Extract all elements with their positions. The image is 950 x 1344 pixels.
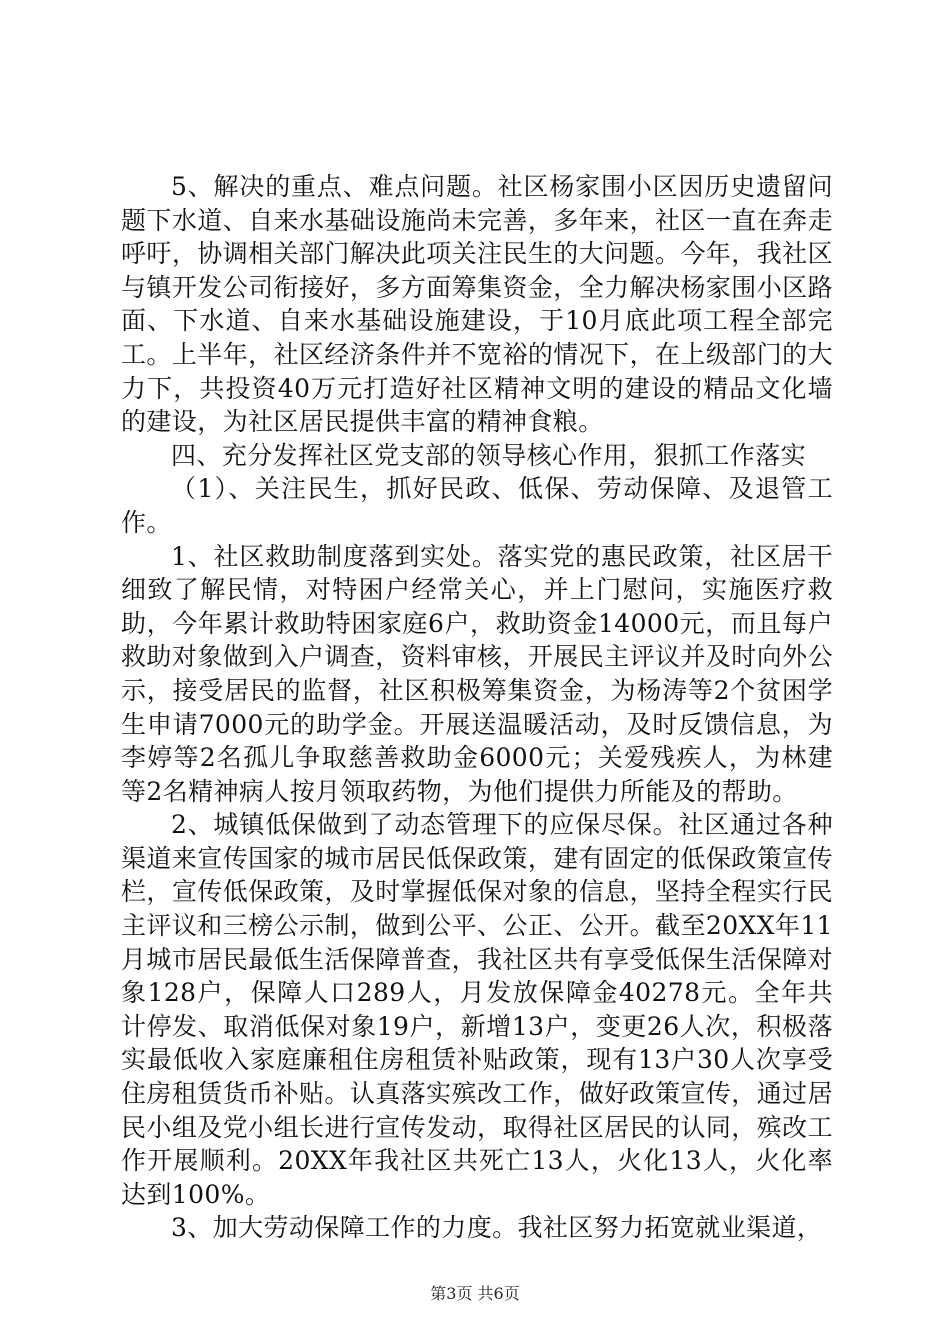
paragraph-relief-system: 1、社区救助制度落到实处。落实党的惠民政策，社区居干细致了解民情，对特困户经常关心，并上门慰问，实施医疗救助，今年累计救助特困家庭6户，救助资金14000元，而且每户救助对象做到入户调查，资料审核，开展民主评议并及时向外公示，接受居民的监督，社区积极筹集资金，为杨涛等2个贫困学生申请7000元的助学金。开展送温暖活动，及时反馈信息，为李婷等2名孤儿争取慈善救助金6000元；关爱残疾人，为林建等2名精神病人按月领取药物，为他们提供力所能及的帮助。 — [121, 541, 833, 806]
page-footer: 第3页 共6页 — [430, 1284, 520, 1303]
paragraph-key-issues: 5、解决的重点、难点问题。社区杨家围小区因历史遗留问题下水道、自来水基础设施尚未完善，多年来，社区一直在奔走呼吁，协调相关部门解决此项关注民生的大问题。今年，我社区与镇开发公司衔接好，多方面筹集资金，全力解决杨家围小区路面、下水道、自来水基础设施建设，于10月底此项工程全部完工。上半年，社区经济条件并不宽裕的情况下，在上级部门的大力下，共投资40万元打造好社区精神文明的建设的精品文化墙的建设，为社区居民提供丰富的精神食粮。 — [121, 172, 833, 437]
section-heading-party-branch: 四、充分发挥社区党支部的领导核心作用，狠抓工作落实 — [171, 440, 807, 470]
paragraph-minimum-security: 2、城镇低保做到了动态管理下的应保尽保。社区通过各种渠道来宣传国家的城市居民低保政策，建有固定的低保政策宣传栏，宣传低保政策，及时掌握低保对象的信息，坚持全程实行民主评议和三榜公示制，做到公平、公正、公开。截至20XX年11月城市居民最低生活保障普查，我社区共有享受低保生活保障对象128户，保障人口289人，月发放保障金40278元。全年共计停发、取消低保对象19户，新增13户，变更26人次，积极落实最低收入家庭廉租住房租赁补贴政策，现有13户30人次享受住房租赁货币补贴。认真落实殡改工作，做好政策宣传，通过居民小组及党小组长进行宣传发动，取得社区居民的认同，殡改工作开展顺利。20XX年我社区共死亡13人，火化13人，火化率达到100%。 — [121, 810, 833, 1209]
paragraph-labor-security: 3、加大劳动保障工作的力度。我社区努力拓宽就业渠道， — [171, 1213, 823, 1243]
subsection-heading-livelihood: （1）、关注民生，抓好民政、低保、劳动保障、及退管工作。 — [121, 474, 833, 537]
document-body — [121, 170, 833, 1245]
